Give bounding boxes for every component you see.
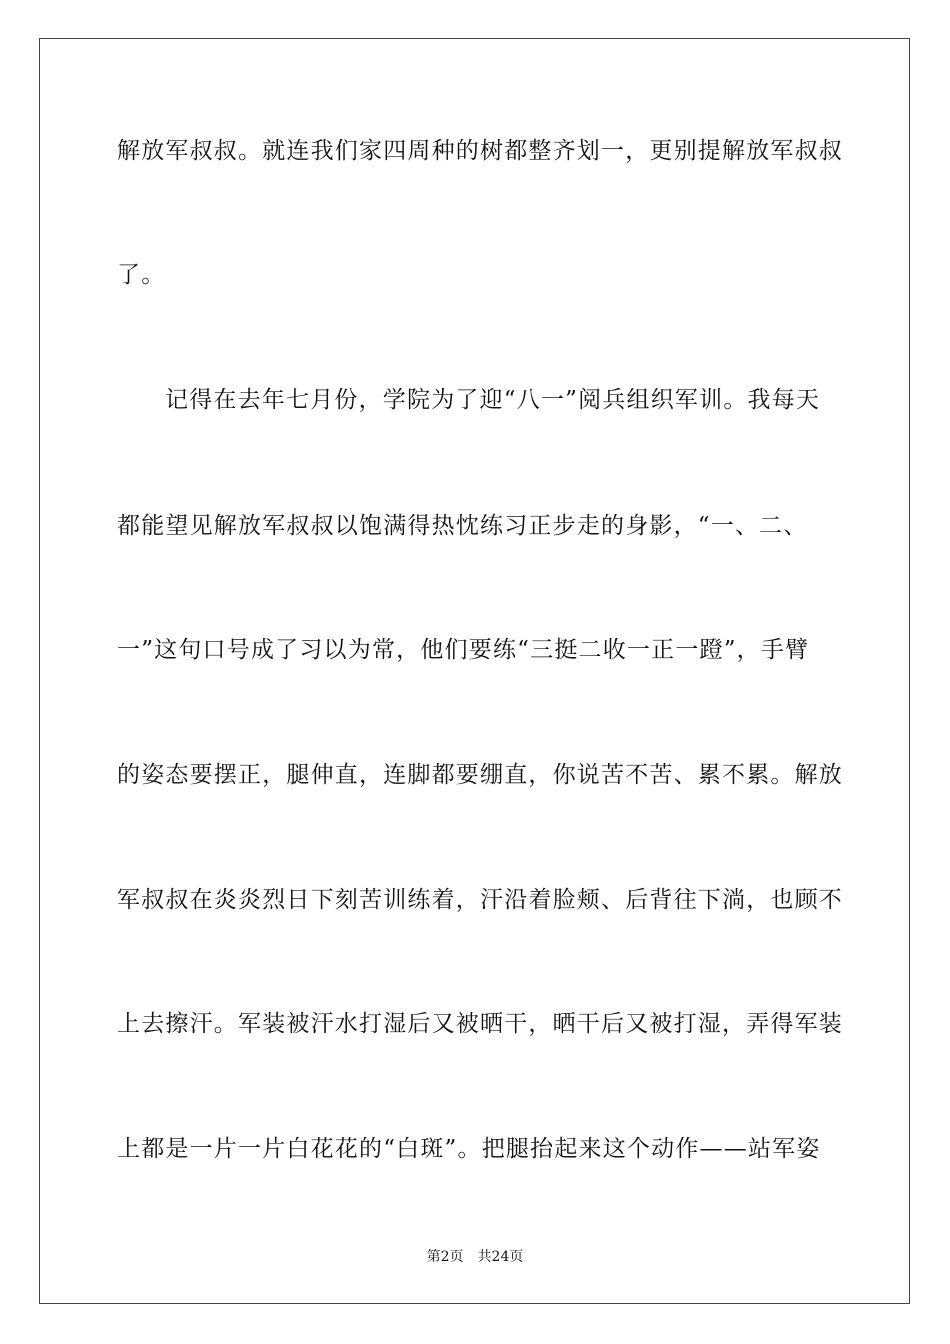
text-line: 的姿态要摆正，腿伸直，连脚都要绷直，你说苦不苦、累不累。解放 (117, 762, 843, 788)
text-line: 上都是一片一片白花花的“白斑”。把腿抬起来这个动作——站军姿 (117, 1136, 821, 1162)
text-line: 了。 (117, 262, 166, 288)
paragraph-first-line: 记得在去年七月份，学院为了迎“八一”阅兵组织军训。我每天 (165, 387, 821, 413)
text-line: 一”这句口号成了习以为常，他们要练“三挺二收一正一蹬”，手臂 (117, 637, 810, 663)
total-pages: 共24页 (477, 1249, 524, 1265)
page-border (39, 38, 910, 1304)
text-line: 军叔叔在炎炎烈日下刻苦训练着，汗沿着脸颊、后背往下淌，也顾不 (117, 887, 843, 913)
text-line: 解放军叔叔。就连我们家四周种的树都整齐划一，更别提解放军叔叔 (117, 138, 843, 164)
text-line: 上去擦汗。军装被汗水打湿后又被晒干，晒干后又被打湿，弄得军装 (117, 1011, 843, 1037)
current-page-number: 第2页 (426, 1249, 464, 1265)
page-footer (0, 1248, 950, 1266)
text-line: 都能望见解放军叔叔以饱满得热忱练习正步走的身影，“一、二、 (117, 513, 808, 539)
